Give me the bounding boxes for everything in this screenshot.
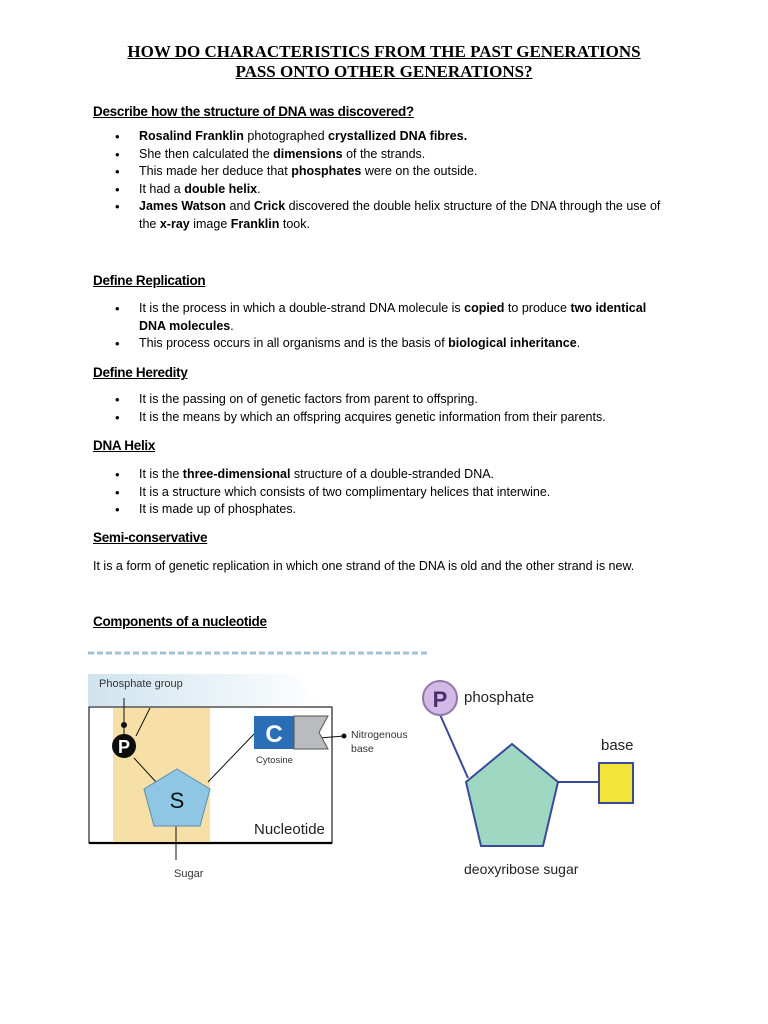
heading-dna-discovery: Describe how the structure of DNA was discovered? [93, 104, 414, 119]
heading-dna-helix: DNA Helix [93, 438, 156, 453]
list-item: • It is the process in which a double-strand DNA molecule is copied to produce two identical DNA molecules. [93, 300, 673, 335]
nitrogenous-base-label-line1: Nitrogenous [351, 729, 408, 741]
replication-list [93, 300, 673, 353]
discovery-list [93, 128, 673, 234]
base-pairing-tab [294, 716, 328, 749]
phosphate-label: phosphate [464, 689, 535, 706]
list-item: • It is the means by which an offspring acquires genetic information from their parents. [93, 409, 673, 427]
heading-heredity: Define Heredity [93, 365, 188, 380]
list-item: • It is the three-dimensional structure of a double-stranded DNA. [93, 466, 673, 484]
title-line-2: PASS ONTO OTHER GENERATIONS? [235, 62, 533, 81]
sugar-pentagon [466, 744, 558, 846]
list-item: • It had a double helix. [93, 181, 673, 199]
sugar-label: Sugar [174, 868, 204, 880]
phosphate-bond [438, 710, 468, 778]
heading-semi-conservative: Semi-conservative [93, 530, 208, 545]
nitrogenous-base-label-line2: base [351, 743, 374, 755]
heredity-list [93, 391, 673, 426]
phosphate-letter: P [117, 737, 131, 757]
pointer-dot [121, 722, 127, 728]
phosphate-letter: P [432, 687, 448, 712]
list-item: • James Watson and Crick discovered the double helix structure of the DNA through the use of the x-ray image Franklin took. [93, 198, 673, 233]
cytosine-letter: C [265, 721, 283, 748]
list-item: • This process occurs in all organisms and is the basis of biological inheritance. [93, 335, 673, 353]
deoxyribose-label: deoxyribose sugar [464, 861, 579, 877]
heading-nucleotide-components: Components of a nucleotide [93, 614, 267, 629]
helix-list [93, 466, 673, 519]
phosphate-group-label: Phosphate group [99, 678, 183, 690]
cytosine-label: Cytosine [256, 755, 293, 766]
nucleotide-diagram [86, 648, 436, 884]
bond-line [208, 734, 254, 782]
simple-nucleotide-diagram [412, 668, 662, 888]
pointer-dot [342, 734, 347, 739]
list-item: • Rosalind Franklin photographed crystallized DNA fibres. [93, 128, 673, 146]
nucleotide-label: Nucleotide [254, 821, 325, 838]
semi-conservative-text: It is a form of genetic replication in which one strand of the DNA is old and the other strand is new. [93, 559, 635, 573]
list-item: • She then calculated the dimensions of the strands. [93, 146, 673, 164]
list-item: • It is made up of phosphates. [93, 501, 673, 519]
list-item: • This made her deduce that phosphates were on the outside. [93, 163, 673, 181]
heading-replication: Define Replication [93, 273, 206, 288]
list-item: • It is a structure which consists of two complimentary helices that interwine. [93, 484, 673, 502]
title-line-1: HOW DO CHARACTERISTICS FROM THE PAST GENERATIONS [127, 42, 641, 61]
list-item: • It is the passing on of genetic factors from parent to offspring. [93, 391, 673, 409]
sugar-letter: S [169, 788, 185, 813]
base-label: base [601, 737, 634, 754]
page-title [0, 42, 768, 82]
base-box [599, 763, 633, 803]
